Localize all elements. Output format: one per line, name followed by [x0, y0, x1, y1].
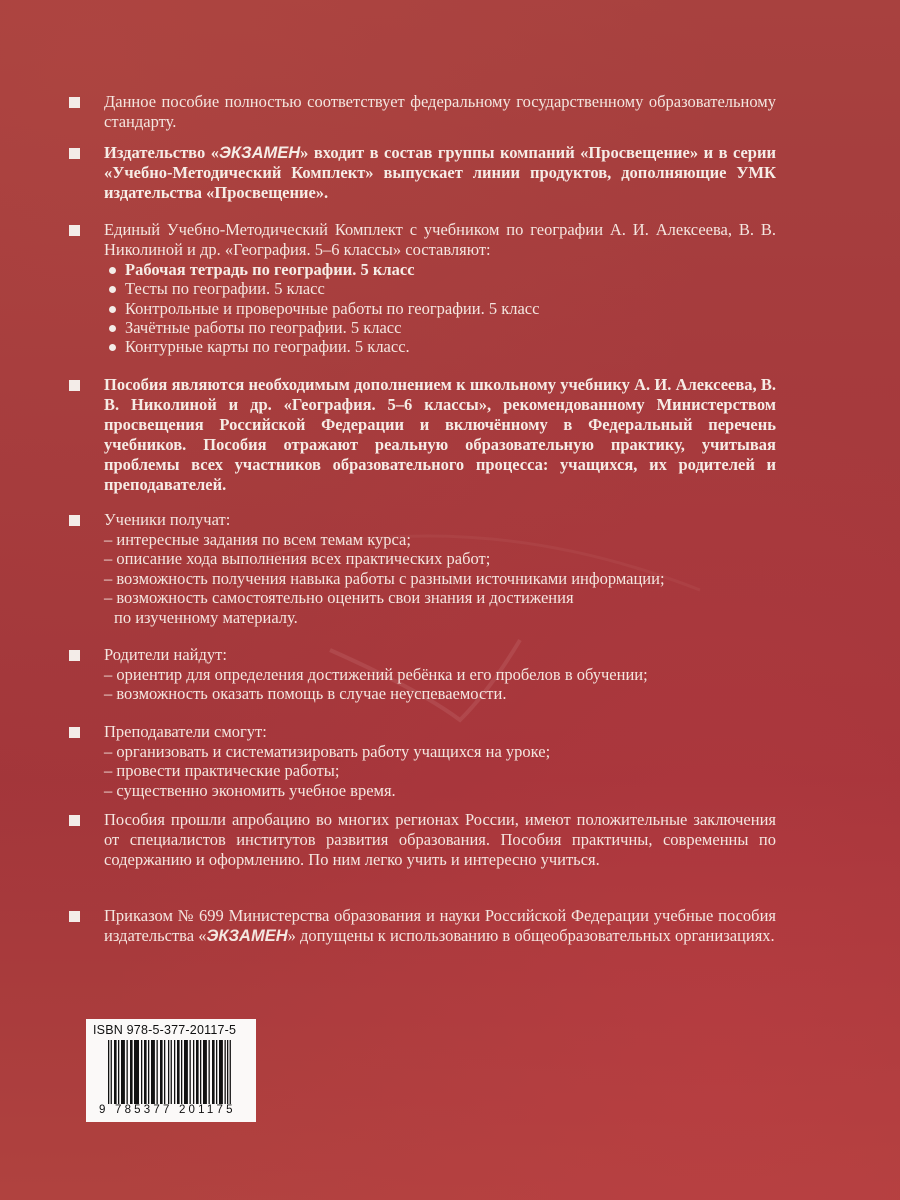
- students-item: – интересные задания по всем темам курса;: [104, 529, 411, 549]
- teachers-title: Преподаватели смогут:: [104, 722, 267, 741]
- paragraph-publisher: [104, 143, 776, 203]
- square-bullet-icon: [69, 380, 80, 391]
- umk-item-control-works: Контрольные и проверочные работы по географии. 5 класс: [104, 299, 776, 318]
- students-title: Ученики получат:: [104, 510, 231, 529]
- paragraph-order: [104, 906, 776, 946]
- parents-item: – возможность оказать помощь в случае неуспеваемости.: [104, 684, 507, 703]
- paragraph-text-start: Приказом № 699 Министерства образования и науки Российской Федерации учебные пособия издательства «: [104, 906, 776, 945]
- square-bullet-icon: [69, 97, 80, 108]
- paragraph-text: Пособия прошли апробацию во многих регионах России, имеют положительные заключения от специалистов институтов развития образования. Пособия практичны, современны по содержанию и оформлению. По ним легко учить и интересно учиться.: [104, 810, 776, 869]
- umk-list: [104, 260, 776, 356]
- teachers-item: – провести практические работы;: [104, 761, 340, 780]
- square-bullet-icon: [69, 815, 80, 826]
- publisher-brand-name: ЭКЗАМЕН: [218, 144, 301, 162]
- parents-title: Родители найдут:: [104, 645, 227, 664]
- isbn-label: ISBN 978-5-377-20117-5: [93, 1023, 237, 1037]
- teachers-item: – организовать и систематизировать работу учащихся на уроке;: [104, 741, 551, 761]
- umk-item-tests: Тесты по географии. 5 класс: [104, 279, 776, 298]
- paragraph-parents: [104, 645, 776, 704]
- umk-intro: Единый Учебно-Методический Комплект с учебником по географии А. И. Алексеева, В. В. Николиной и др. «География. 5–6 классы» составляют:: [104, 220, 776, 259]
- students-item: – возможность получения навыка работы с разными источниками информации;: [104, 568, 665, 588]
- paragraph-text-start: Издательство «: [104, 143, 219, 162]
- students-item: – описание хода выполнения всех практических работ;: [104, 549, 491, 568]
- paragraph-text-end: » входит в состав группы компаний «Просвещение» и в серии «Учебно-Методический Комплект» выпускает линии продуктов, дополняющие УМК издательства «Просвещение».: [104, 143, 776, 202]
- umk-item-workbook: Рабочая тетрадь по географии. 5 класс: [104, 260, 776, 279]
- umk-item-credit-works: Зачётные работы по географии. 5 класс: [104, 318, 776, 337]
- paragraph-students: [104, 510, 776, 627]
- paragraph-approbation: [104, 810, 776, 870]
- isbn-barcode-box: [86, 1019, 256, 1122]
- square-bullet-icon: [69, 727, 80, 738]
- students-item-continuation: по изученному материалу.: [114, 607, 298, 627]
- paragraph-text: Пособия являются необходимым дополнением к школьному учебнику А. И. Алексеева, В. В. Николиной и др. «География. 5–6 классы», рекомендованному Министерством просвещения Российской Федерации и включённому в Федеральный перечень учебников. Пособия отражают реальную образовательную практику, учитывая проблемы всех участников образовательного процесса: учащихся, их родителей и преподавателей.: [104, 375, 776, 494]
- paragraph-supplement: [104, 375, 776, 495]
- paragraph-text-end: » допущены к использованию в общеобразовательных организациях.: [287, 926, 775, 945]
- square-bullet-icon: [69, 911, 80, 922]
- paragraph-teachers: [104, 722, 776, 800]
- umk-item-contour-maps: Контурные карты по географии. 5 класс.: [104, 337, 776, 356]
- paragraph-umk: [104, 220, 776, 356]
- publisher-brand-name: ЭКЗАМЕН: [206, 927, 288, 945]
- teachers-item: – существенно экономить учебное время.: [104, 780, 396, 800]
- paragraph-fgos: [104, 92, 776, 132]
- square-bullet-icon: [69, 148, 80, 159]
- square-bullet-icon: [69, 225, 80, 236]
- barcode-digits: 9 785377 201175: [99, 1104, 236, 1116]
- parents-item: – ориентир для определения достижений ребёнка и его пробелов в обучении;: [104, 664, 648, 684]
- students-item: – возможность самостоятельно оценить свои знания и достижения: [104, 588, 574, 607]
- square-bullet-icon: [69, 515, 80, 526]
- square-bullet-icon: [69, 650, 80, 661]
- paragraph-text: Данное пособие полностью соответствует федеральному государственному образовательному стандарту.: [104, 92, 776, 131]
